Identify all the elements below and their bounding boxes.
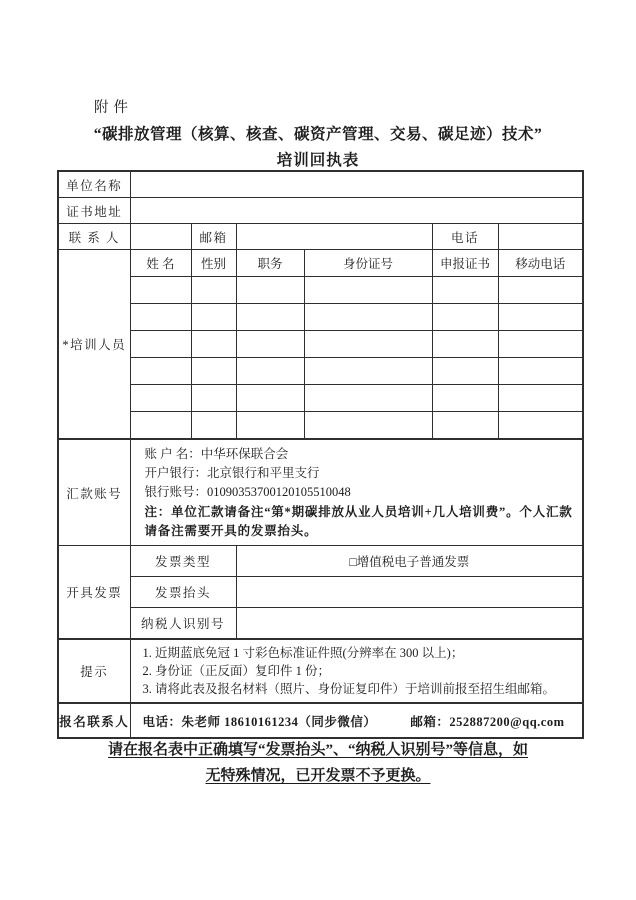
- trainee-row: [58, 277, 583, 304]
- registration-table: [57, 170, 584, 739]
- invoice-type-row: [58, 546, 583, 577]
- trainee-cell: [304, 358, 432, 385]
- contact-value-cell: [130, 224, 191, 250]
- trainee-cell: [130, 358, 191, 385]
- contact-label: 联 系 人: [58, 224, 130, 250]
- trainee-cell: [432, 412, 498, 440]
- trainee-cell: [432, 331, 498, 358]
- signup-contact-phone: 电话：朱老师 18610161234（同步微信）: [142, 714, 377, 729]
- signup-contact-email: 邮箱：252887200@qq.com: [410, 714, 565, 729]
- trainee-cell: [191, 385, 236, 412]
- trainee-col-name: 姓 名: [130, 250, 191, 277]
- trainee-row: [58, 358, 583, 385]
- unit-name-row: [58, 171, 583, 198]
- trainee-cell: [498, 277, 583, 304]
- trainee-cell: [191, 304, 236, 331]
- trainee-cell: [191, 331, 236, 358]
- trainee-row: [58, 331, 583, 358]
- trainee-cell: [130, 331, 191, 358]
- phone-value-cell: [498, 224, 583, 250]
- remittance-bank: 开户银行：北京银行和平里支行: [144, 466, 320, 480]
- footer-line-1: 请在报名表中正确填写“发票抬头”、“纳税人识别号”等信息，如: [107, 742, 528, 758]
- trainee-cell: [236, 385, 304, 412]
- tips-label: 提示: [58, 639, 130, 703]
- invoice-title-value-cell: [236, 577, 583, 608]
- trainee-cell: [130, 412, 191, 440]
- remittance-note: 注：单位汇款请备注“第*期碳排放从业人员培训+几人培训费”。个人汇款请备注需要开具的发票抬头。: [144, 505, 573, 538]
- trainees-label: *培训人员: [58, 250, 130, 440]
- trainee-cell: [191, 358, 236, 385]
- trainee-cell: [236, 304, 304, 331]
- trainee-row: [58, 385, 583, 412]
- trainee-cell: [304, 331, 432, 358]
- unit-name-label: 单位名称: [58, 171, 130, 198]
- trainee-cell: [304, 304, 432, 331]
- tips-row: [58, 639, 583, 703]
- taxpayer-id-label: 纳税人识别号: [130, 608, 236, 640]
- trainee-cell: [432, 358, 498, 385]
- trainee-cell: [191, 412, 236, 440]
- trainee-cell: [498, 412, 583, 440]
- footer-notice: [0, 737, 636, 789]
- tip-item: 3. 请将此表及报名材料（照片、身份证复印件）于培训前报至招生组邮箱。: [142, 682, 556, 696]
- signup-contact-label: 报名联系人: [58, 703, 130, 738]
- trainee-cell: [432, 385, 498, 412]
- signup-contact-row: [58, 703, 583, 738]
- signup-contact-cell: [130, 703, 583, 738]
- form-title: “碳排放管理（核算、核查、碳资产管理、交易、碳足迹）技术”: [93, 126, 543, 143]
- trainee-col-position: 职务: [236, 250, 304, 277]
- tips-cell: [130, 639, 583, 703]
- trainee-row: [58, 412, 583, 440]
- cert-address-row: [58, 198, 583, 224]
- remittance-label: 汇款账号: [58, 439, 130, 546]
- footer-line-2: 无特殊情况，已开发票不予更换。: [205, 768, 431, 784]
- taxpayer-id-value-cell: [236, 608, 583, 640]
- cert-address-label: 证书地址: [58, 198, 130, 224]
- remittance-row: [58, 439, 583, 546]
- attachment-label: 附件: [94, 100, 133, 116]
- form-subtitle: 培训回执表: [276, 152, 360, 169]
- invoice-title-row: [58, 577, 583, 608]
- trainee-cell: [130, 385, 191, 412]
- phone-label: 电话: [432, 224, 498, 250]
- tip-item: 2. 身份证（正反面）复印件 1 份；: [142, 664, 331, 678]
- remittance-account-name: 账 户 名：中华环保联合会: [144, 447, 289, 461]
- trainee-col-mobile: 移动电话: [498, 250, 583, 277]
- trainee-cell: [304, 385, 432, 412]
- trainee-cell: [498, 358, 583, 385]
- invoice-title-label: 发票抬头: [130, 577, 236, 608]
- remittance-account-number: 银行账号：01090353700120105510048: [144, 485, 351, 499]
- trainee-col-gender: 性别: [191, 250, 236, 277]
- trainee-header-row: [58, 250, 583, 277]
- trainee-cell: [191, 277, 236, 304]
- taxpayer-id-row: [58, 608, 583, 640]
- email-label: 邮箱: [191, 224, 236, 250]
- trainee-cell: [498, 385, 583, 412]
- trainee-cell: [432, 277, 498, 304]
- trainee-cell: [236, 412, 304, 440]
- trainee-row: [58, 304, 583, 331]
- trainee-cell: [130, 304, 191, 331]
- contact-row: [58, 224, 583, 250]
- trainee-cell: [130, 277, 191, 304]
- trainee-cell: [236, 277, 304, 304]
- trainee-col-id-number: 身份证号: [304, 250, 432, 277]
- trainee-cell: [304, 412, 432, 440]
- trainee-cell: [432, 304, 498, 331]
- email-value-cell: [236, 224, 432, 250]
- remittance-detail-cell: [130, 439, 583, 546]
- unit-name-value-cell: [130, 171, 583, 198]
- invoice-type-label: 发票类型: [130, 546, 236, 577]
- trainee-cell: [236, 331, 304, 358]
- invoice-type-value: □增值税电子普通发票: [236, 546, 583, 577]
- trainee-cell: [498, 331, 583, 358]
- trainee-cell: [304, 277, 432, 304]
- invoice-label: 开具发票: [58, 546, 130, 640]
- trainee-cell: [498, 304, 583, 331]
- tip-item: 1. 近期蓝底免冠 1 寸彩色标准证件照(分辨率在 300 以上)；: [142, 646, 464, 660]
- trainee-col-certificate: 申报证书: [432, 250, 498, 277]
- trainee-cell: [236, 358, 304, 385]
- cert-address-value-cell: [130, 198, 583, 224]
